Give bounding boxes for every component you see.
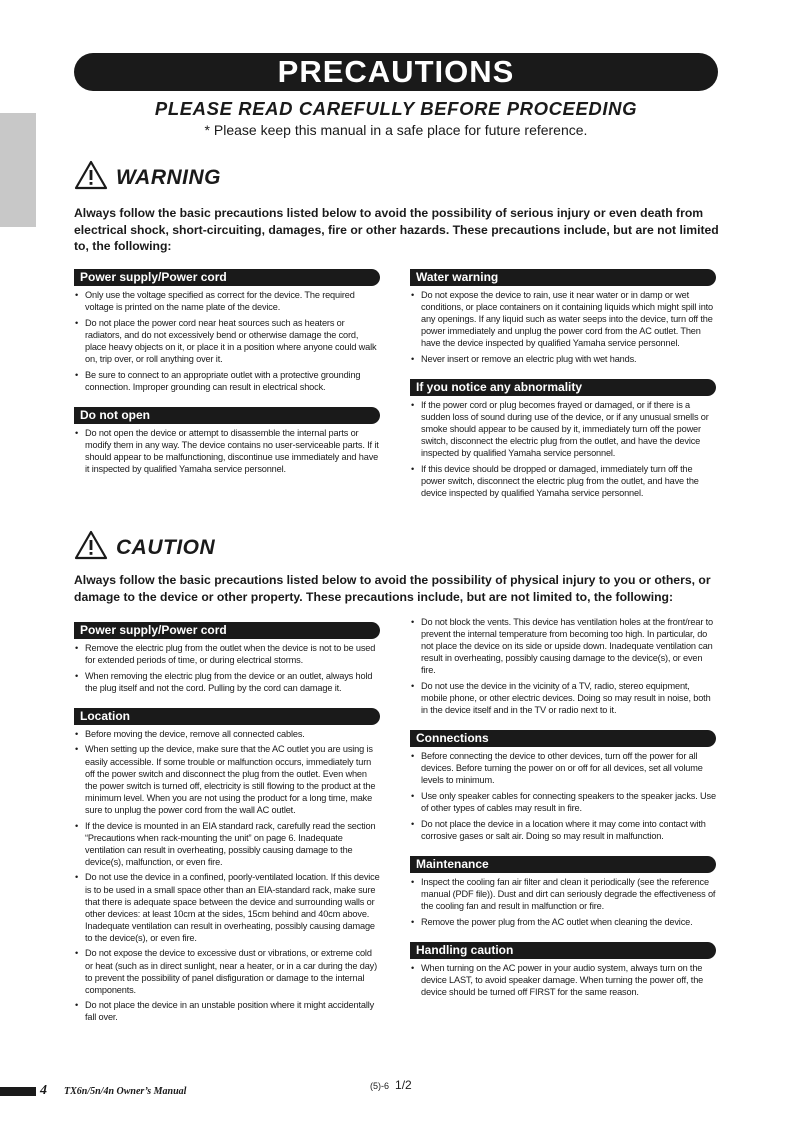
list-item: • If the device is mounted in an EIA standard rack, carefully read the section “Precautions when rack-mounting the unit” on page 6. Inadequate ventilation can result in overheating, possibly causing damage to the device(s), malfunction, or even fire. — [74, 820, 380, 868]
code-text: (5)-6 — [370, 1081, 390, 1091]
page-fraction: 1/2 — [395, 1078, 412, 1092]
list-item: • Use only speaker cables for connecting speakers to the speaker jacks. Use of other types of cables may result in fire. — [410, 790, 716, 814]
section-heading: Handling caution — [410, 942, 716, 959]
list-item: • Do not expose the device to rain, use it near water or in damp or wet conditions, or place containers on it containing liquids which might spill into any openings. If any liquid such as water seeps into the device, turn off the power immediately and unplug the power cord from the AC outlet. Then have the device inspected by qualified Yamaha service personnel. — [410, 289, 716, 349]
list-item: • Do not open the device or attempt to disassemble the internal parts or modify them in any way. The device contains no user-serviceable parts. If it should appear to be malfunctioning, discontinue use immediately and have it inspected by qualified Yamaha service personnel. — [74, 427, 380, 475]
list-item: • Only use the voltage specified as correct for the device. The required voltage is printed on the name plate of the device. — [74, 289, 380, 313]
list-item: • Before moving the device, remove all connected cables. — [74, 728, 380, 740]
side-tab-marker — [0, 113, 36, 227]
list-item: • Do not use the device in a confined, poorly-ventilated location. If this device is to be used in a small space other than an EIA-standard rack, make sure that there is adequate space between the device and surrounding walls or other devices: at least 10cm at the sides, 15cm behind and 40cm above. Inadequate ventilation can result in overheating, possibly causing damage to the device(s), or even fire. — [74, 871, 380, 944]
list-item: • Do not place the power cord near heat sources such as heaters or radiators, and do not excessively bend or otherwise damage the cord, place heavy objects on it, or place it in a position where anyone could walk on, trip over, or roll anything over it. — [74, 317, 380, 365]
caution-title: CAUTION — [116, 536, 216, 559]
subtitle: PLEASE READ CAREFULLY BEFORE PROCEEDING — [154, 98, 638, 119]
list-item: • Be sure to connect to an appropriate outlet with a protective grounding connection. Improper grounding can result in electrical shock. — [74, 369, 380, 393]
section-heading: Location — [74, 708, 380, 725]
section-water-warning — [410, 269, 716, 365]
caution-lead: Always follow the basic precautions listed below to avoid the possibility of physical injury to you or others, or damage to the device or other property. These precautions include, but are not limited to, the following: — [74, 573, 711, 604]
warning-title: WARNING — [116, 166, 221, 189]
caution-left-column — [74, 622, 380, 1038]
page-number: 4 — [40, 1083, 47, 1098]
warning-triangle-icon — [74, 160, 108, 190]
page-title: PRECAUTIONS — [74, 53, 718, 91]
list-item: • Do not block the vents. This device has ventilation holes at the front/rear to prevent the internal temperature from becoming too high. In particular, do not place the device on its side or upside down. Inadequate ventilation can result in overheating, possibly causing damage to the device(s), or even fire. — [410, 616, 716, 676]
list-item: • Remove the power plug from the AC outlet when cleaning the device. — [410, 916, 716, 928]
warning-heading — [74, 160, 221, 190]
list-item: • When removing the electric plug from the device or an outlet, always hold the plug itself and not the cord. Pulling by the cord can damage it. — [74, 670, 380, 694]
caution-triangle-icon — [74, 530, 108, 560]
section-power-supply — [74, 269, 380, 393]
section-heading: Connections — [410, 730, 716, 747]
list-item: • Do not expose the device to excessive dust or vibrations, or extreme cold or heat (such as in direct sunlight, near a heater, or in a car during the day) to prevent the possibility of panel disfiguration or damage to the internal components. — [74, 947, 380, 995]
manual-title: TX6n/5n/4n Owner’s Manual — [64, 1086, 187, 1097]
list-item: • When setting up the device, make sure that the AC outlet you are using is easily accessible. If some trouble or malfunction occurs, immediately turn off the power switch and disconnect the plug from the outlet. Even when the power switch is turned off, electricity is still flowing to the product at the minimum level. When you are not using the product for a long time, make sure to unplug the power cord from the wall AC outlet. — [74, 743, 380, 816]
section-handling-caution — [410, 942, 716, 998]
caution-right-column — [410, 616, 716, 1012]
list-item: • If the power cord or plug becomes frayed or damaged, or if there is a sudden loss of sound during use of the device, or if any unusual smells or smoke should appear to be caused by it, immediately turn off the power switch, disconnect the electric plug from the outlet, and have the device inspected by qualified Yamaha service personnel. — [410, 399, 716, 459]
keep-note: * Please keep this manual in a safe place for future reference. — [204, 122, 588, 138]
section-abnormality — [410, 379, 716, 499]
section-ventilation — [410, 616, 716, 716]
section-maintenance — [410, 856, 716, 928]
section-heading: If you notice any abnormality — [410, 379, 716, 396]
list-item: • Inspect the cooling fan air filter and clean it periodically (see the reference manual (PDF file)). Dust and dirt can seriously degrade the effectiveness of the cooling fan and result in malfunction or fire. — [410, 876, 716, 912]
list-item: • Do not use the device in the vicinity of a TV, radio, stereo equipment, mobile phone, or other electric devices. Doing so may result in noise, both in the device itself and in the TV or radio next to it. — [410, 680, 716, 716]
caution-heading — [74, 530, 215, 560]
warning-lead: Always follow the basic precautions listed below to avoid the possibility of serious injury or even death from electrical shock, short-circuiting, damages, fire or other hazards. These precautions include, but are not limited to, the following: — [74, 206, 719, 253]
document-code — [370, 1078, 412, 1092]
list-item: • Before connecting the device to other devices, turn off the power for all devices. Before turning the power on or off for all devices, set all volume levels to minimum. — [410, 750, 716, 786]
section-do-not-open — [74, 407, 380, 475]
list-item: • If this device should be dropped or damaged, immediately turn off the power switch, disconnect the electric plug from the outlet, and have the device inspected by qualified Yamaha service personnel. — [410, 463, 716, 499]
footer-bar — [0, 1087, 36, 1096]
section-location — [74, 708, 380, 1024]
section-heading: Water warning — [410, 269, 716, 286]
section-heading: Power supply/Power cord — [74, 269, 380, 286]
section-heading: Maintenance — [410, 856, 716, 873]
list-item: • Never insert or remove an electric plug with wet hands. — [410, 353, 716, 365]
warning-right-column — [410, 269, 716, 513]
list-item: • Do not place the device in a location where it may come into contact with corrosive gases or salt air. Doing so may result in malfunction. — [410, 818, 716, 842]
list-item: • Remove the electric plug from the outlet when the device is not to be used for extended periods of time, or during electrical storms. — [74, 642, 380, 666]
section-heading: Power supply/Power cord — [74, 622, 380, 639]
section-heading: Do not open — [74, 407, 380, 424]
section-power-supply — [74, 622, 380, 694]
warning-left-column — [74, 269, 380, 489]
list-item: • Do not place the device in an unstable position where it might accidentally fall over. — [74, 999, 380, 1023]
section-connections — [410, 730, 716, 842]
list-item: • When turning on the AC power in your audio system, always turn on the device LAST, to avoid speaker damage. When turning the power off, the device should be turned off FIRST for the same reason. — [410, 962, 716, 998]
